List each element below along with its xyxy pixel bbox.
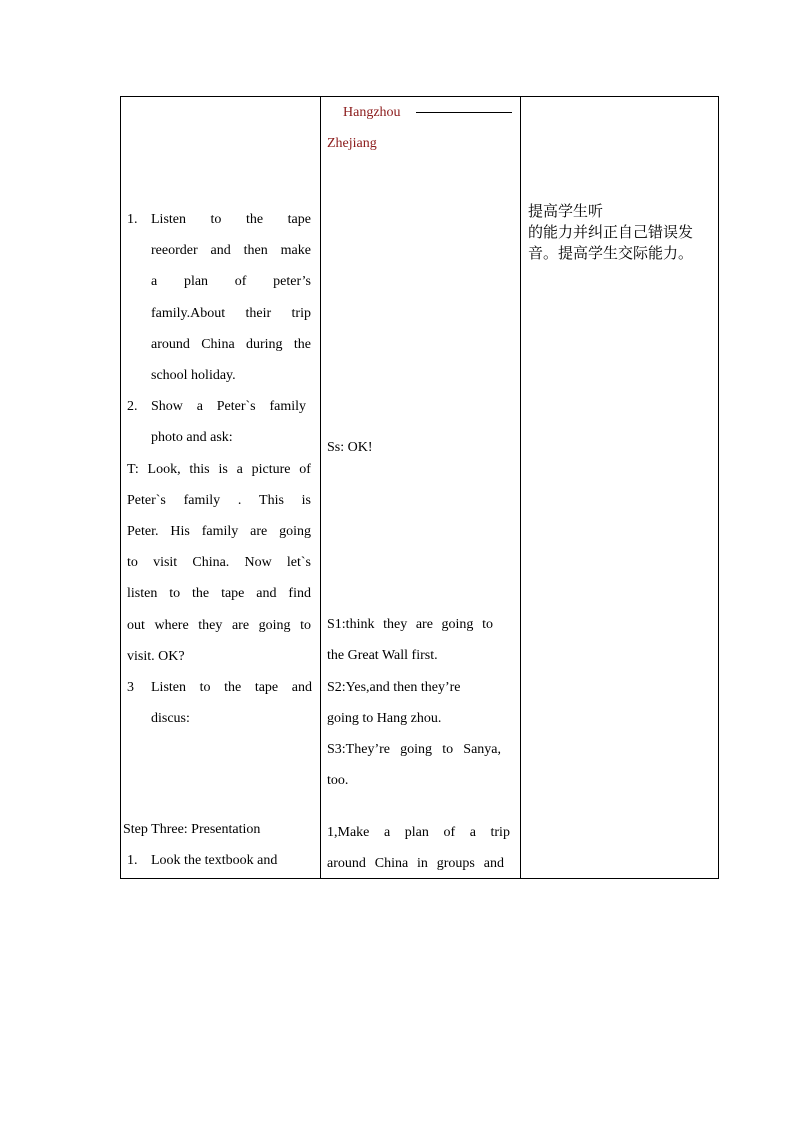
word: and [256, 586, 277, 602]
word: a [151, 274, 158, 290]
word: are [250, 524, 268, 539]
blank-line [416, 112, 512, 113]
step-three-heading: Step Three: Presentation [123, 822, 261, 837]
word: going [400, 742, 433, 757]
s3-line-1 [327, 742, 501, 758]
item1-line [151, 337, 311, 353]
word: to [210, 212, 222, 227]
word: going [279, 524, 311, 539]
word: S3:They’re [327, 742, 390, 757]
word: peter’s [273, 274, 311, 290]
word: Listen [151, 212, 186, 227]
item1-line-last: school holiday. [151, 368, 236, 383]
word: China [374, 856, 409, 871]
item1-line [151, 306, 311, 322]
word: Show [151, 399, 183, 415]
word: to [127, 555, 138, 571]
item3-line-last: discus: [151, 711, 190, 727]
word: Peter. [127, 524, 159, 539]
word: then [243, 243, 268, 259]
word: picture [251, 461, 291, 477]
word: around [151, 336, 190, 352]
word: to [442, 742, 454, 757]
word: Sanya, [463, 742, 501, 757]
look-number: 1. [127, 853, 138, 868]
word: Look, [147, 461, 181, 477]
word: are [231, 617, 250, 633]
word: Peter`s [216, 399, 256, 415]
word: to [482, 617, 493, 632]
word: family [183, 492, 221, 508]
goal-line-3: 音。提高学生交际能力。 [528, 244, 694, 262]
teacher-line [127, 462, 311, 478]
word: a [196, 399, 203, 415]
item1-line [151, 274, 311, 290]
word: to [169, 586, 181, 602]
word: in [417, 856, 428, 871]
teacher-line [127, 586, 311, 602]
word: trip [490, 825, 510, 840]
word: to [300, 617, 311, 633]
item2-line [151, 399, 306, 415]
city-hangzhou: Hangzhou [343, 105, 401, 120]
word: plan [183, 274, 209, 290]
word: China. [192, 555, 230, 571]
word: where [154, 617, 189, 633]
word: tape [254, 680, 279, 695]
word: plan [404, 825, 429, 840]
s1-line-2: the Great Wall first. [327, 648, 438, 663]
word: this [189, 461, 210, 477]
word: S1:think [327, 617, 375, 632]
word: the [293, 336, 311, 352]
word: going [441, 617, 474, 632]
word: is [301, 492, 311, 508]
word: tape [287, 212, 311, 227]
word: family [201, 524, 239, 539]
word: Listen [151, 680, 186, 695]
word: groups [436, 856, 475, 871]
word: T: [127, 461, 139, 477]
word: His [170, 524, 190, 539]
ss-ok: Ss: OK! [327, 440, 373, 455]
word: they [198, 617, 223, 633]
s2-line-2: going to Hang zhou. [327, 711, 442, 726]
s1-line-1 [327, 617, 493, 633]
word: they [383, 617, 408, 632]
word: listen [127, 586, 158, 602]
item3-line [151, 680, 312, 696]
item1-line [151, 212, 311, 228]
teacher-line [127, 524, 311, 540]
column-divider-2 [520, 97, 521, 878]
word: are [415, 617, 433, 632]
word: trip [291, 305, 311, 321]
word: Now [244, 555, 272, 571]
word: and [291, 680, 312, 695]
word: the [192, 586, 210, 602]
word: make [280, 243, 311, 259]
word: their [245, 305, 272, 321]
teacher-line [127, 618, 311, 634]
word: going [258, 617, 291, 633]
word: of [299, 461, 311, 477]
word: China [201, 336, 235, 352]
word: a [469, 825, 476, 840]
word: is [218, 461, 228, 477]
goal-line-1: 提高学生听 [528, 202, 604, 220]
word: reeorder [151, 243, 198, 259]
word: and [483, 856, 504, 871]
word: This [259, 492, 284, 508]
word: to [199, 680, 211, 695]
word: a [383, 825, 391, 840]
word: find [288, 586, 311, 602]
word: during [246, 336, 283, 352]
word: family [269, 399, 306, 415]
item2-number: 2. [127, 399, 138, 415]
word: family.About [151, 305, 226, 321]
teacher-line-last: visit. OK? [127, 648, 185, 664]
word: let`s [286, 555, 311, 571]
teacher-line [127, 555, 311, 571]
look-text: Look the textbook and [151, 853, 278, 868]
s2-line-1: S2:Yes,and then they’re [327, 680, 461, 695]
word: 1,Make [327, 825, 370, 840]
word: Peter`s [127, 492, 166, 508]
word: and [210, 243, 231, 259]
item1-number: 1. [127, 212, 138, 227]
goal-line-2: 的能力并纠正自己错误发 [528, 223, 694, 241]
word: the [224, 680, 242, 695]
make-line-2 [327, 856, 504, 872]
teacher-line [127, 493, 311, 509]
column-divider-1 [320, 97, 321, 878]
word: of [234, 274, 247, 290]
item2-line-last: photo and ask: [151, 430, 233, 446]
item3-number: 3 [127, 680, 134, 695]
word: the [245, 212, 264, 227]
word: out [127, 617, 145, 633]
item1-line [151, 243, 311, 259]
make-line-1 [327, 825, 510, 841]
word: of [443, 825, 456, 840]
s3-line-2: too. [327, 773, 349, 788]
word: a [236, 461, 243, 477]
word: visit [153, 555, 178, 571]
word: around [327, 856, 366, 871]
word: . [237, 492, 242, 508]
city-zhejiang: Zhejiang [327, 136, 377, 151]
word: tape [221, 586, 245, 602]
